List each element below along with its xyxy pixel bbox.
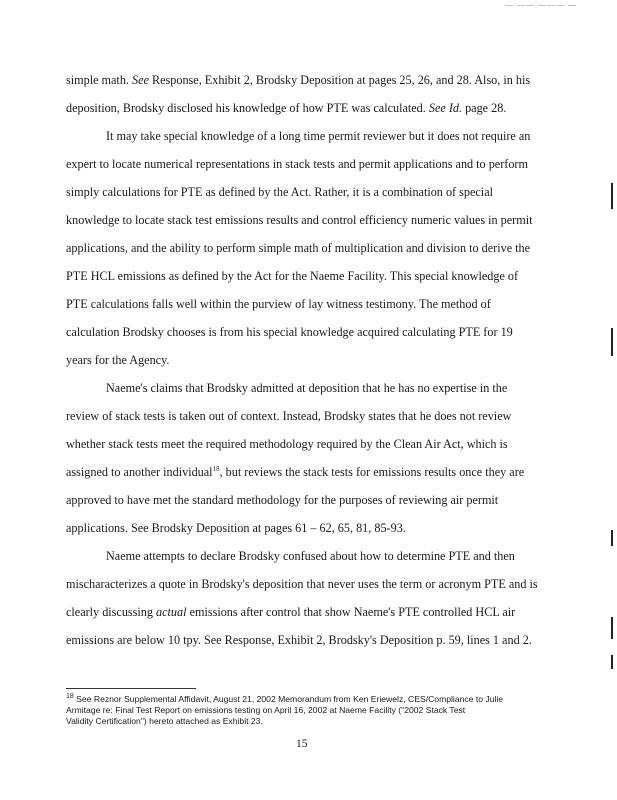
footnote-divider	[66, 688, 196, 689]
text-line: approved to have met the standard methodology for the purposes of reviewing air permit	[66, 493, 499, 507]
margin-mark	[611, 183, 613, 209]
page-number: 15	[296, 738, 308, 750]
text-line: assigned to another individual$^{18}$, but reviews the stack tests for emissions results once they are	[66, 464, 525, 479]
text-line: deposition, Brodsky disclosed his knowledge of how PTE was calculated. See Id. page 28.	[66, 101, 507, 115]
text-line: expert to locate numerical representations in stack tests and permit applications and to perform	[66, 157, 528, 171]
paragraph-start: Naeme attempts to declare Brodsky confused about how to determine PTE and then	[106, 549, 515, 563]
margin-mark	[611, 617, 613, 639]
text-line: PTE HCL emissions as defined by the Act for the Naeme Facility. This special knowledge of	[66, 269, 519, 283]
text-line: calculation Brodsky chooses is from his special knowledge acquired calculating PTE for 19	[66, 325, 513, 339]
text-line: whether stack tests meet the required methodology required by the Clean Air Act, which is	[66, 437, 508, 451]
paragraph-start: Naeme's claims that Brodsky admitted at deposition that he has no expertise in the	[106, 381, 508, 395]
footnote-line: $^{18}$ See Reznor Supplemental Affidavit, August 21, 2002 Memorandum from Ken Eriewelz, CES/Compliance to Julie	[66, 693, 504, 704]
paragraph-start: It may take special knowledge of a long time permit reviewer but it does not require an	[106, 129, 531, 143]
margin-mark	[611, 328, 613, 356]
text-line: knowledge to locate stack test emissions results and control efficiency numeric values in permit	[66, 213, 533, 227]
footnote-line: Validity Certification") hereto attached as Exhibit 23.	[66, 716, 263, 726]
text-line: clearly discussing actual emissions after control that show Naeme's PTE controlled HCL air	[66, 605, 516, 619]
text-line: mischaracterizes a quote in Brodsky's deposition that never uses the term or acronym PTE and is	[66, 577, 538, 591]
text-line: review of stack tests is taken out of context. Instead, Brodsky states that he does not review	[66, 409, 512, 423]
margin-mark	[611, 530, 613, 546]
margin-mark	[611, 655, 613, 669]
text-line: applications, and the ability to perform simple math of multiplication and division to derive the	[66, 241, 531, 255]
text-line: emissions are below 10 tpy. See Response, Exhibit 2, Brodsky's Deposition p. 59, lines 1 and 2.	[66, 633, 532, 647]
footnote-line: Armitage re: Final Test Report on emissions testing on April 16, 2002 at Naeme Facility ("2002 Stack Test	[66, 705, 466, 715]
text-line: simply calculations for PTE as defined by the Act. Rather, it is a combination of special	[66, 185, 493, 199]
text-line: applications. See Brodsky Deposition at pages 61 – 62, 65, 81, 85-93.	[66, 521, 406, 535]
footnote-ref: 18	[212, 464, 220, 473]
header-mark: — —— ——— —	[505, 0, 577, 9]
text-line: PTE calculations falls well within the purview of lay witness testimony. The method of	[66, 297, 491, 311]
text-line: years for the Agency.	[66, 353, 170, 367]
text-line: simple math. See Response, Exhibit 2, Brodsky Deposition at pages 25, 26, and 28. Also, in his	[66, 73, 531, 87]
